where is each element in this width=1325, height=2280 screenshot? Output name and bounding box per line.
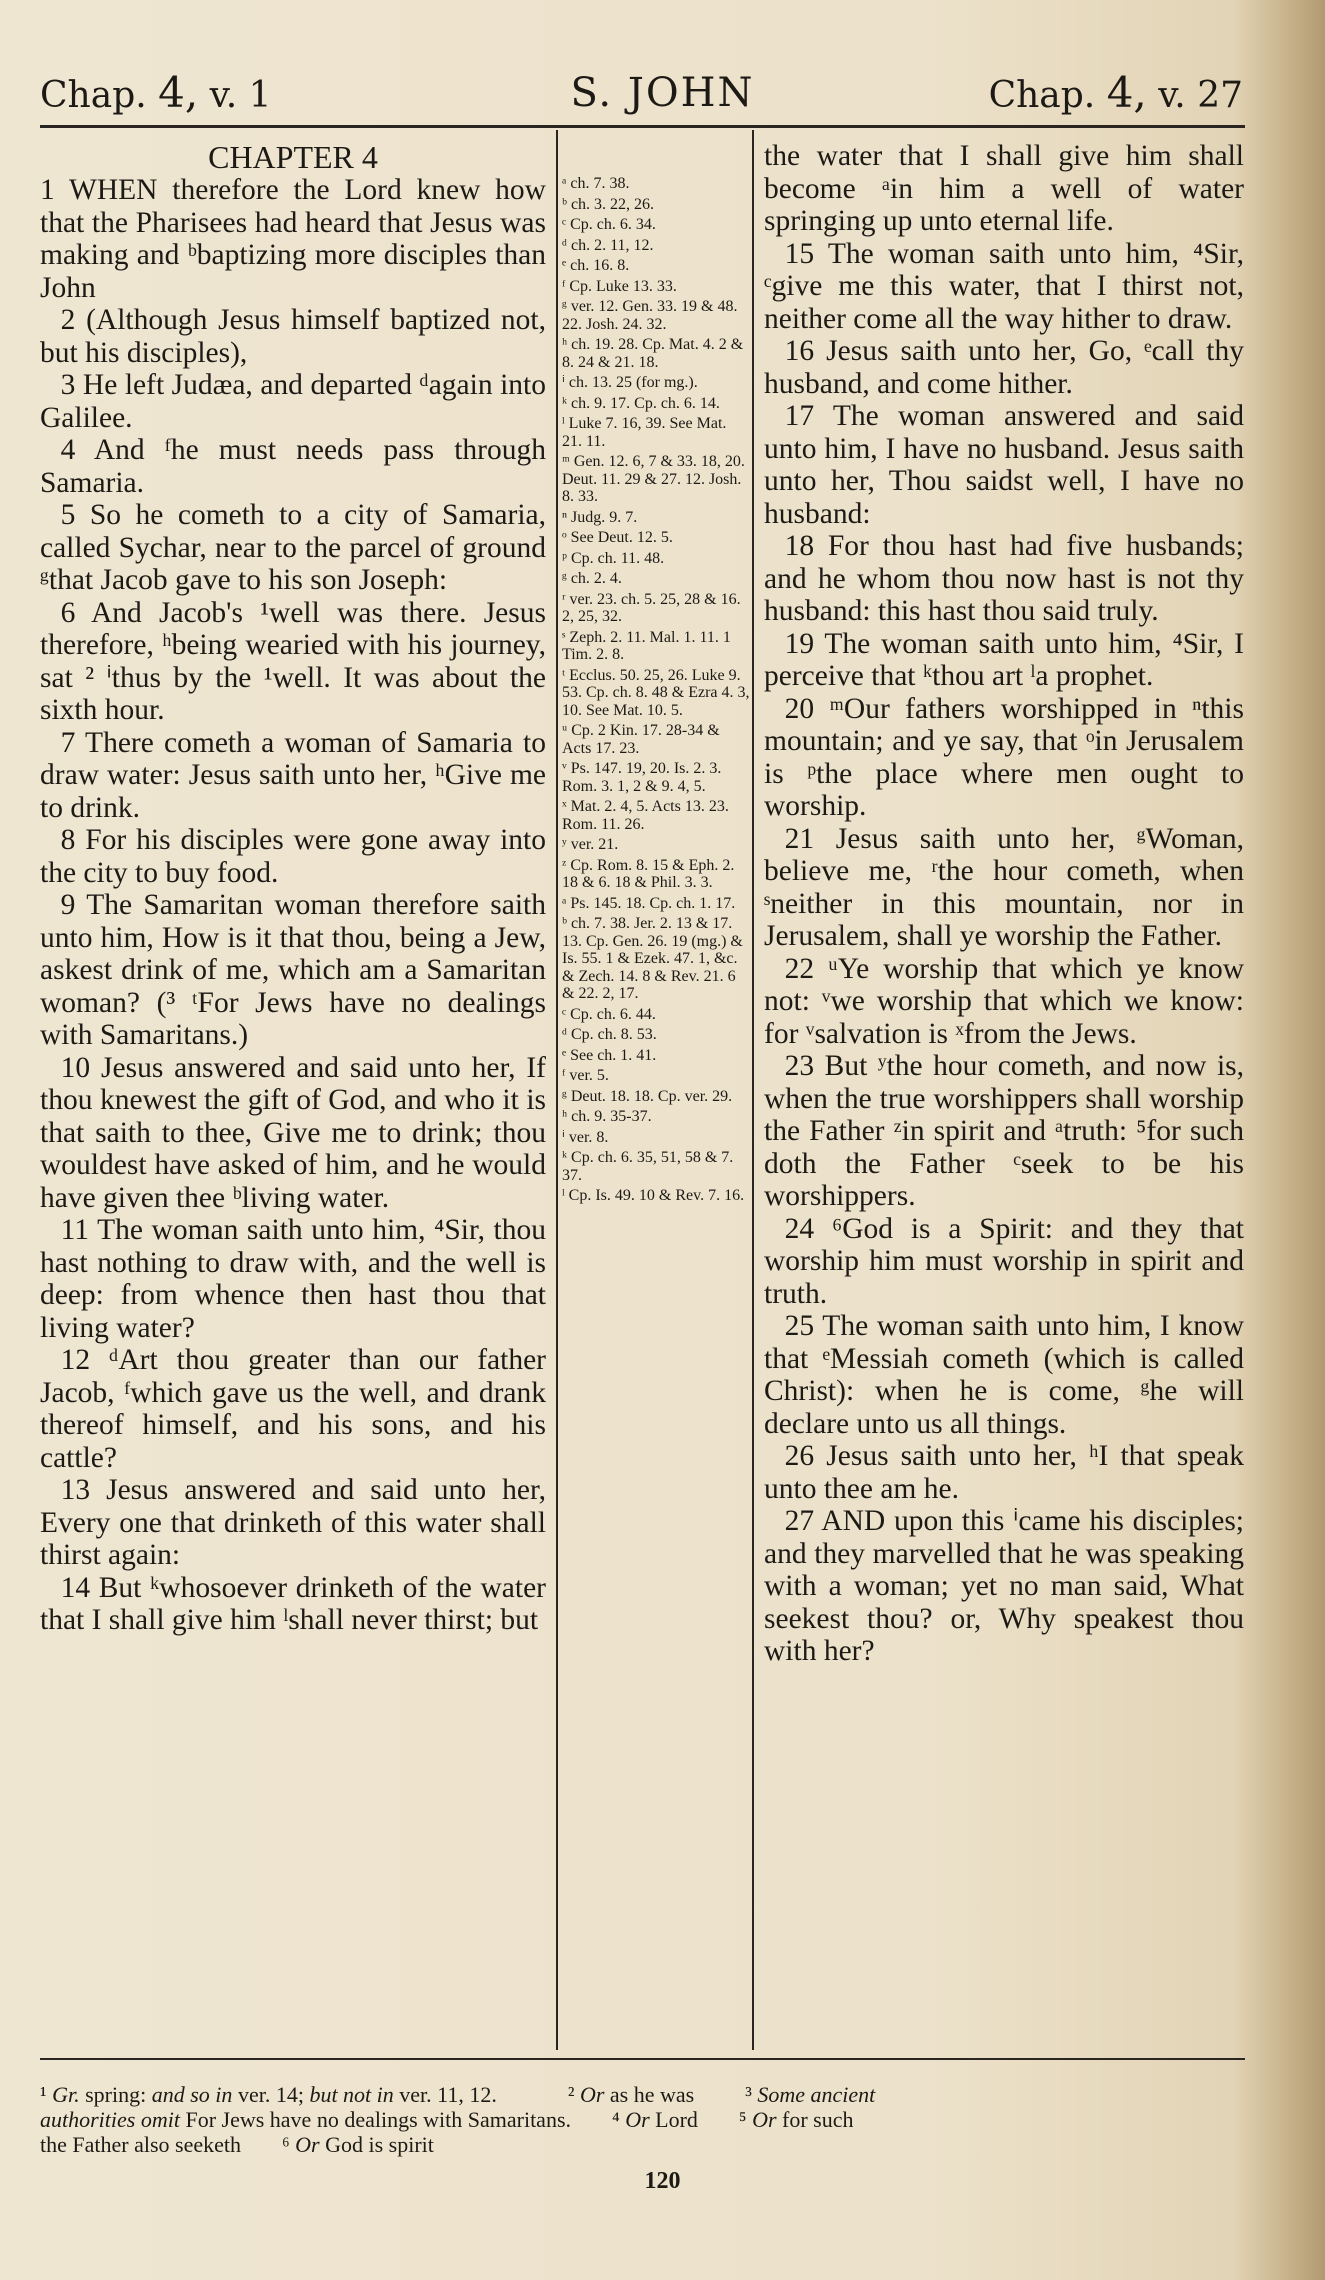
verse: 14 But ᵏwhosoever drinketh of the water that I shall give him ˡshall never thirst; but xyxy=(40,1571,546,1636)
verse: the water that I shall give him shall become ᵃin him a well of water springing up unto eternal life. xyxy=(764,140,1244,237)
text-column-left xyxy=(40,140,546,1637)
verse: 8 For his disciples were gone away into the city to buy food. xyxy=(40,824,546,889)
page-number: 120 xyxy=(644,2168,681,2194)
cross-reference: ᵒ See Deut. 12. 5. xyxy=(562,529,673,546)
verse: 15 The woman saith unto him, ⁴Sir, ᶜgive me this water, that I thirst not, neither come all the way hither to draw. xyxy=(764,237,1244,335)
cross-reference: ᵍ Deut. 18. 18. Cp. ver. 29. xyxy=(562,1087,733,1105)
cross-reference-column xyxy=(562,175,750,1208)
verse: 26 Jesus saith unto her, ʰI that speak unto thee am he. xyxy=(764,1440,1244,1505)
cross-reference: ᶜ Cp. ch. 6. 34. xyxy=(562,216,656,233)
verse: 2 (Although Jesus himself baptized not, but his disciples), xyxy=(40,304,546,369)
cross-reference: ˣ Mat. 2. 4, 5. Acts 13. 23. Rom. 11. 26. xyxy=(562,798,729,833)
footnote-text: Gr. xyxy=(52,2082,80,2107)
cross-reference: ⁱ ch. 13. 25 (for mg.). xyxy=(562,374,698,391)
footnote-marker-3: ³ xyxy=(745,2082,752,2107)
cross-reference: ᵃ Ps. 145. 18. Cp. ch. 1. 17. xyxy=(562,894,736,912)
cross-reference: ᵇ ch. 7. 38. Jer. 2. 13 & 17. 13. Cp. Gen. 26. 19 (mg.) & Is. 55. 1 & Ezek. 47. 1, &c. & Zech. 14. 8 & Rev. 21. 6 & 22. 2, 17. xyxy=(562,915,743,1002)
cross-reference: ᵏ Cp. ch. 6. 35, 51, 58 & 7. 37. xyxy=(562,1149,734,1184)
footnote-text: spring: xyxy=(85,2082,147,2107)
footnote-text: Or xyxy=(625,2107,650,2132)
cross-reference: ᵗ Ecclus. 50. 25, 26. Luke 9. 53. Cp. ch. 8. 48 & Ezra 4. 3, 10. See Mat. 10. 5. xyxy=(562,666,750,719)
cross-reference-list xyxy=(562,175,750,1205)
left-verses xyxy=(40,174,546,1637)
footnote-text: God is spirit xyxy=(325,2132,434,2157)
cross-reference: ⁿ Judg. 9. 7. xyxy=(562,508,638,526)
header-right-verse: v. 27 xyxy=(1158,75,1243,116)
footnote-text: Lord xyxy=(655,2107,698,2132)
footer-rule xyxy=(40,2058,1245,2060)
header-left-num: 4, xyxy=(158,68,199,117)
header-right-num: 4, xyxy=(1106,68,1147,117)
header-left-chap: Chap. xyxy=(40,75,147,116)
footnote-text: Or xyxy=(295,2132,320,2157)
text-column-right xyxy=(764,140,1244,1668)
verse: 5 So he cometh to a city of Samaria, called Sychar, near to the parcel of ground ᵍthat Jacob gave to his son Joseph: xyxy=(40,499,546,596)
verse: 27 AND upon this ⁱcame his disciples; and they marvelled that he was speaking with a woman; yet no man said, What seekest thou? or, Why speakest thou with her? xyxy=(764,1505,1244,1667)
footnote-line-1 xyxy=(40,2082,1245,2107)
cross-reference: ᶠ ver. 5. xyxy=(562,1067,609,1084)
footnote-text: Some ancient xyxy=(757,2082,876,2107)
cross-reference: ᵉ See ch. 1. 41. xyxy=(562,1046,657,1064)
cross-reference: ᵈ Cp. ch. 8. 53. xyxy=(562,1026,657,1043)
cross-reference: ᶠ Cp. Luke 13. 33. xyxy=(562,277,677,295)
footnote-text: as he was xyxy=(609,2082,695,2107)
footnote-text: ver. 11, 12. xyxy=(399,2082,497,2107)
cross-reference: ᵍ ver. 12. Gen. 33. 19 & 48. 22. Josh. 24. 32. xyxy=(562,298,738,333)
verse: 19 The woman saith unto him, ⁴Sir, I perceive that ᵏthou art ˡa prophet. xyxy=(764,627,1244,692)
cross-reference: ˡ Cp. Is. 49. 10 & Rev. 7. 16. xyxy=(562,1187,745,1204)
verse: 9 The Samaritan woman therefore saith unto him, How is it that thou, being a Jew, askest drink of me, which am a Samaritan woman? (³ ᵗFor Jews have no dealings with Samaritans.) xyxy=(40,889,546,1051)
footnote-text: For Jews have no dealings with Samaritans. xyxy=(185,2107,572,2132)
cross-reference: ˢ Zeph. 2. 11. Mal. 1. 11. 1 Tim. 2. 8. xyxy=(562,628,731,663)
cross-reference: ⁱ ver. 8. xyxy=(562,1128,609,1146)
footnote-text: authorities omit xyxy=(40,2107,180,2132)
cross-reference: ᵃ ch. 7. 38. xyxy=(562,175,630,192)
verse: 22 ᵘYe worship that which ye know not: ᵛwe worship that which we know: for ᵛsalvation is ˣfrom the Jews. xyxy=(764,952,1244,1050)
footnote-line-3 xyxy=(40,2132,1245,2157)
cross-reference: ᵍ ch. 2. 4. xyxy=(562,570,622,587)
cross-reference: ᵖ Cp. ch. 11. 48. xyxy=(562,549,665,567)
footnote-text: for such xyxy=(782,2107,854,2132)
cross-reference: ᶻ Cp. Rom. 8. 15 & Eph. 2. 18 & 6. 18 & Phil. 3. 3. xyxy=(562,856,735,891)
header-right-chap: Chap. xyxy=(988,75,1096,116)
cross-reference: ᵉ ch. 16. 8. xyxy=(562,257,630,274)
verse: 21 Jesus saith unto her, ᵍWoman, believe me, ʳthe hour cometh, when ˢneither in this mountain, nor in Jerusalem, shall ye worship the Father. xyxy=(764,822,1244,952)
cross-reference: ʳ ver. 23. ch. 5. 25, 28 & 16. 2, 25, 32. xyxy=(562,590,741,625)
column-divider-left xyxy=(556,130,558,2050)
verse: 17 The woman answered and said unto him, I have no husband. Jesus saith unto her, Thou saidst well, I have no husband: xyxy=(764,400,1244,530)
cross-reference: ᵘ Cp. 2 Kin. 17. 28-34 & Acts 17. 23. xyxy=(562,722,720,757)
right-verses xyxy=(764,140,1244,1668)
cross-reference: ᵇ ch. 3. 22, 26. xyxy=(562,195,655,213)
cross-reference: ᶜ Cp. ch. 6. 44. xyxy=(562,1005,656,1023)
footnote-marker-6: ⁶ xyxy=(282,2132,290,2157)
running-header-right xyxy=(989,68,1243,121)
verse: 20 ᵐOur fathers worshipped in ⁿthis mountain; and ye say, that ᵒin Jerusalem is ᵖthe place where men ought to worship. xyxy=(764,692,1244,822)
verse: 10 Jesus answered and said unto her, If thou knewest the gift of God, and who it is that saith to thee, Give me to drink; thou wouldest have asked of him, and he would have given thee ᵇliving water. xyxy=(40,1051,546,1214)
chapter-title: CHAPTER 4 xyxy=(208,139,378,175)
verse: 12 ᵈArt thou greater than our father Jacob, ᶠwhich gave us the well, and drank thereof himself, and his sons, and his cattle? xyxy=(40,1344,546,1474)
cross-reference: ʸ ver. 21. xyxy=(562,836,619,853)
verse: 25 The woman saith unto him, I know that ᵉMessiah cometh (which is called Christ): when he is come, ᵍhe will declare unto us all things. xyxy=(764,1310,1244,1440)
column-divider-right xyxy=(752,130,754,2050)
verse: 7 There cometh a woman of Samaria to draw water: Jesus saith unto her, ʰGive me to drink. xyxy=(40,726,546,824)
header-left-verse: v. 1 xyxy=(209,75,272,116)
verse: 16 Jesus saith unto her, Go, ᵉcall thy husband, and come hither. xyxy=(764,335,1244,400)
verse: 3 He left Judæa, and departed ᵈagain into Galilee. xyxy=(40,369,546,434)
footnote-marker-4: ⁴ xyxy=(612,2107,620,2132)
verse: 18 For thou hast had five husbands; and he whom thou now hast is not thy husband: this hast thou said truly. xyxy=(764,530,1244,627)
cross-reference: ᵏ ch. 9. 17. Cp. ch. 6. 14. xyxy=(562,394,720,412)
cross-reference: ᵈ ch. 2. 11, 12. xyxy=(562,236,654,254)
cross-reference: ʰ ch. 19. 28. Cp. Mat. 4. 2 & 8. 24 & 21. 18. xyxy=(562,336,744,371)
footnote-text: Or xyxy=(752,2107,777,2132)
cross-reference: ʰ ch. 9. 35-37. xyxy=(562,1108,652,1125)
footnote-text: the Father also seeketh xyxy=(40,2132,241,2157)
footnote-marker-5: ⁵ xyxy=(738,2107,747,2132)
verse: 4 And ᶠhe must needs pass through Samaria. xyxy=(40,434,546,499)
verse: 23 But ʸthe hour cometh, and now is, when the true worshippers shall worship the Father ᶻin spirit and ᵃtruth: ⁵for such doth the Father ᶜseek to be his worshippers. xyxy=(764,1050,1244,1212)
verse: 24 ⁶God is a Spirit: and they that worship him must worship in spirit and truth. xyxy=(764,1212,1244,1310)
footnote-text: and so in xyxy=(151,2082,233,2107)
cross-reference: ˡ Luke 7. 16, 39. See Mat. 21. 11. xyxy=(562,415,727,450)
footnote-marker-1: ¹ xyxy=(40,2082,47,2107)
verse: 1 WHEN therefore the Lord knew how that the Pharisees had heard that Jesus was making and ᵇbaptizing more disciples than John xyxy=(40,174,546,304)
verse: 11 The woman saith unto him, ⁴Sir, thou hast nothing to draw with, and the well is deep: from whence then hast thou that living water? xyxy=(40,1214,546,1344)
footnote-line-2 xyxy=(40,2107,1245,2132)
verse: 13 Jesus answered and said unto her, Every one that drinketh of this water shall thirst again: xyxy=(40,1474,546,1571)
footnote-text: ver. 14; xyxy=(237,2082,304,2107)
cross-reference: ᵛ Ps. 147. 19, 20. Is. 2. 3. Rom. 3. 1, 2 & 9. 4, 5. xyxy=(562,760,722,795)
footnote-text: but not in xyxy=(309,2082,394,2107)
footnotes xyxy=(40,2082,1245,2157)
running-header-title: S. JOHN xyxy=(570,70,755,116)
footnote-text: Or xyxy=(579,2082,605,2107)
header-rule xyxy=(40,125,1245,128)
cross-reference: ᵐ Gen. 12. 6, 7 & 33. 18, 20. Deut. 11. 29 & 27. 12. Josh. 8. 33. xyxy=(562,453,745,505)
footnote-marker-2: ² xyxy=(567,2082,575,2107)
verse: 6 And Jacob's ¹well was there. Jesus therefore, ʰbeing wearied with his journey, sat ² ⁱthus by the ¹well. It was about the sixth hour. xyxy=(40,596,546,726)
